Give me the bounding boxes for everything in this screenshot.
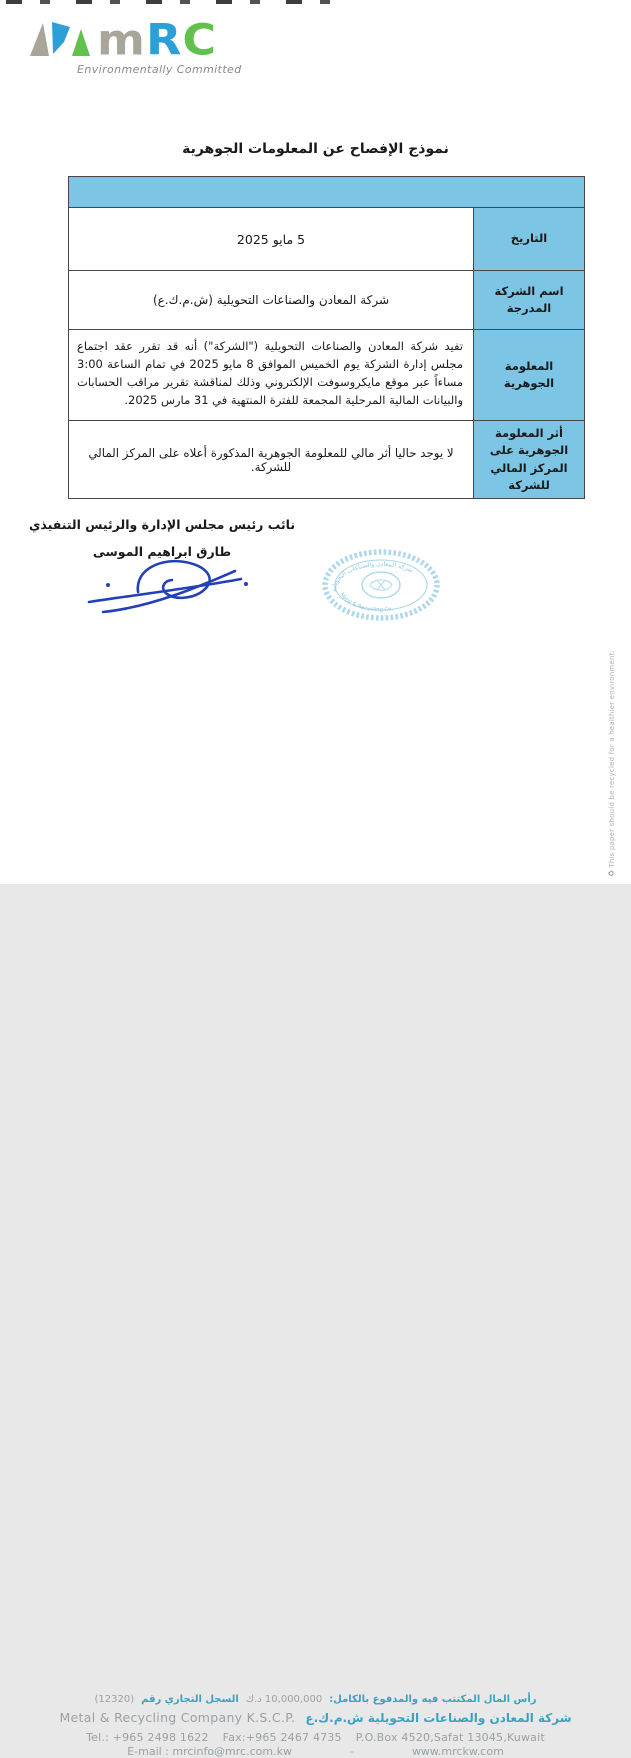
scan-artifact [6,0,336,4]
impact-value: لا يوجد حاليا أثر مالي للمعلومة الجوهرية المذكورة أعلاه على المركز المالي للشركة. [69,421,474,498]
footer-contact-line [0,1731,631,1744]
side-note-text: This paper should be recycled for a healthier environment. [608,650,616,868]
signature-dot-right [244,582,248,586]
company-logo [28,6,218,65]
footer-web-line [0,1745,631,1758]
material-info-value [69,330,474,420]
logo-tagline: Environmentally Committed [77,63,242,76]
material-info-paragraph: تفيد شركة المعادن والصناعات التحويلية ("الشركة") أنه قد تقرر عقد اجتماع مجلس إدارة الشركة يوم الخميس الموافق 8 مايو 2025 في تمام الساعة 3:00 مساءاً عبر موقع مايكروسوفت الإلكتروني وذلك لمناقشة تقرير مراقب الحسابات والبيانات المالية المرحلية المجمعة للفترة المنتهية في 31 مارس 2025. [77,339,463,408]
footer-separator: - [349,1745,354,1758]
disclosure-table [68,176,585,499]
stamp-top-text: شركة المعادن والصناعات التحويلية [330,560,414,593]
logo-shape-blue [52,22,70,54]
footer-capital-line [0,1694,631,1705]
table-row-impact [69,421,584,498]
logo-letters [97,15,218,65]
signatory-title: نائب رئيس مجلس الإدارة والرئيس التنفيذي [28,517,296,532]
registry-label: السجل التجاري رقم [141,1694,239,1705]
page-title: نموذج الإفصاح عن المعلومات الجوهرية [182,141,449,157]
material-info-label: المعلومة الجوهرية [474,330,584,420]
logo-letter-r: R [145,15,183,65]
impact-label: أثر المعلومة الجوهرية على المركز المالي للشركة [474,421,584,498]
stamp-bottom-text: Metal & Recycling Co. [338,591,394,614]
logo-letter-c: C [182,15,218,65]
signatory-name: طارق ابراهيم الموسى [92,544,232,559]
company-name-en: Metal & Recycling Company K.S.C.P. [59,1710,296,1725]
capital-label: رأس المال المكتتب فيه والمدفوع بالكامل: [329,1694,537,1705]
date-label: التاريخ [474,208,584,270]
side-note [607,650,616,877]
date-value: 5 مايو 2025 [69,208,474,270]
company-name-ar: شركة المعادن والصناعات التحويلية ش.م.ك.ع [305,1711,572,1725]
recycle-icon: ♻ [607,869,616,877]
capital-value: 10,000,000 د.ك [245,1694,323,1705]
registry-value: (12320) [94,1694,135,1705]
footer-tel: Tel.: +965 2498 1622 [86,1731,209,1744]
signature-scribble [83,554,253,622]
footer-email: E-mail : mrcinfo@mrc.com.kw [127,1745,292,1758]
footer-company-line [0,1710,631,1725]
logo-triangle-gray [30,23,49,56]
company-name-label: اسم الشركة المدرجة [474,271,584,329]
table-header-bar [69,177,584,208]
table-row-material-info [69,330,584,421]
svg-text:Metal & Recycling Co. [338,592,394,613]
signature-dot-left [106,583,110,587]
table-row-date [69,208,584,271]
footer-pobox: P.O.Box 4520,Safat 13045,Kuwait [355,1731,545,1744]
logo-letter-m: m [97,15,146,65]
logo-mark-icon [28,12,92,60]
table-row-company [69,271,584,330]
logo-triangle-green [72,29,90,56]
footer-website: www.mrckw.com [411,1745,504,1758]
company-stamp [318,545,448,630]
stamp-center-mark [370,580,392,591]
footer-fax: Fax:+965 2467 4735 [222,1731,342,1744]
company-name-value: شركة المعادن والصناعات التحويلية (ش.م.ك.ع) [69,271,474,329]
